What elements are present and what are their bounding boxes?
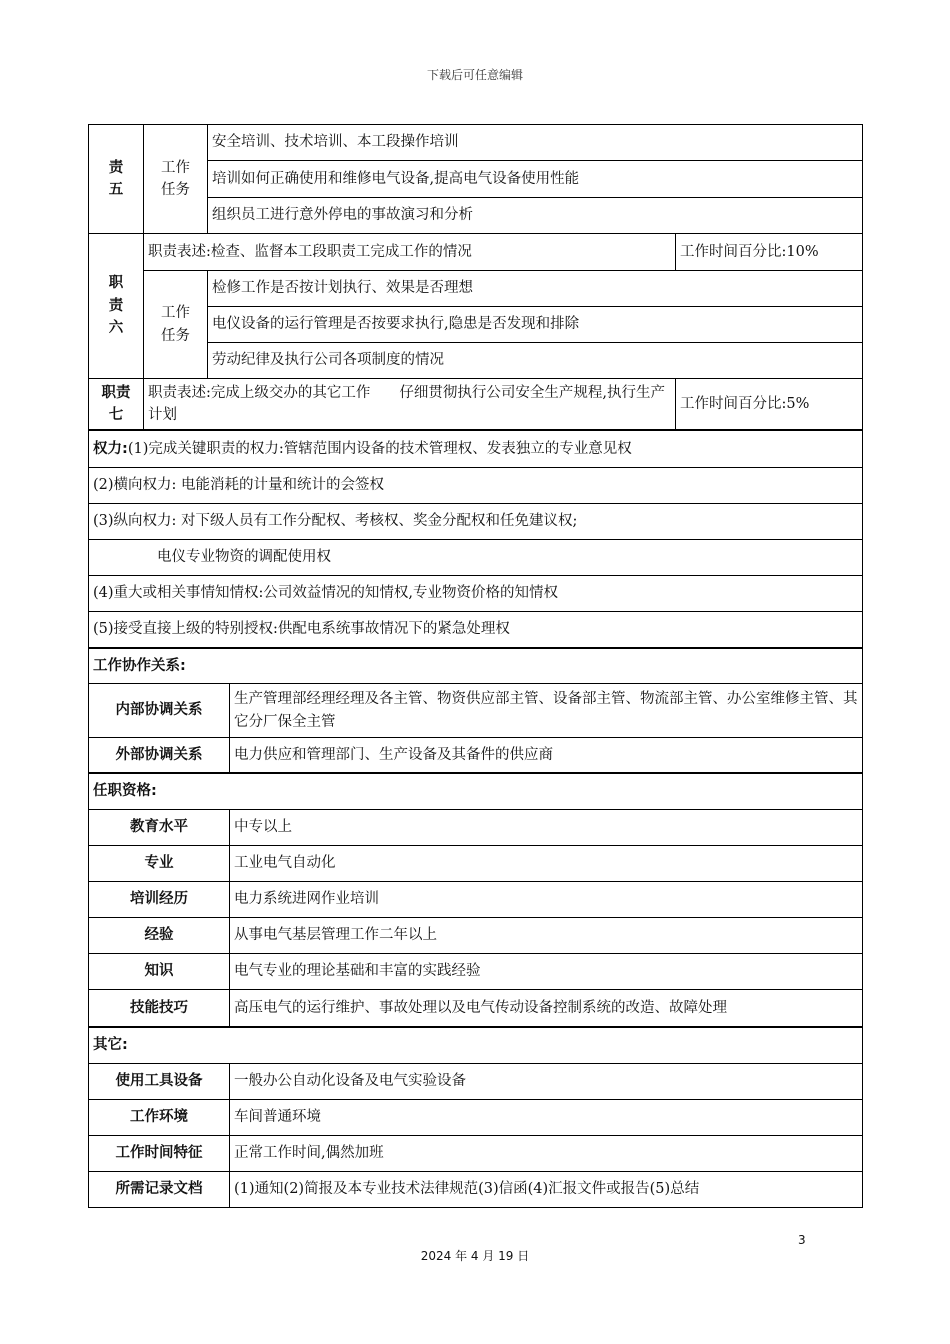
power-2: (2)横向权力: 电能消耗的计量和统计的会签权 [88,467,863,504]
duty6-task-label: 工作 任务 [143,270,208,379]
powers-title: 权力: [93,440,128,457]
duty5-label: 责 五 [88,124,144,234]
internal-label: 内部协调关系 [88,683,230,738]
other-label-worktime: 工作时间特征 [88,1135,230,1172]
page-date: 2024 年 4 月 19 日 [420,1249,530,1263]
other-value-tools: 一般办公自动化设备及电气实验设备 [229,1063,863,1100]
power-3: (3)纵向权力: 对下级人员有工作分配权、考核权、奖金分配权和任免建议权; [88,503,863,540]
duty6-percentage: 工作时间百分比:10% [675,233,863,271]
qual-value-education: 中专以上 [229,809,863,846]
duty5-task-3: 组织员工进行意外停电的事故演习和分析 [207,197,863,234]
other-value-documents: (1)通知(2)简报及本专业技术法律规范(3)信函(4)汇报文件或报告(5)总结 [229,1171,863,1208]
relations-title: 工作协作关系: [88,648,863,684]
power-1-row [88,430,863,468]
power-5: (5)接受直接上级的特别授权:供配电系统事故情况下的紧急处理权 [88,611,863,649]
qual-label-experience: 经验 [88,917,230,954]
duty7-label: 职责 七 [88,378,144,431]
duty7-percentage: 工作时间百分比:5% [675,378,863,431]
external-relations: 电力供应和管理部门、生产设备及其备件的供应商 [229,737,863,774]
internal-relations: 生产管理部经理经理及各主管、物资供应部主管、设备部主管、物流部主管、办公室维修主管、其它分厂保全主管 [229,683,863,738]
qual-value-training: 电力系统进网作业培训 [229,881,863,918]
duty6-task-2: 电仪设备的运行管理是否按要求执行,隐患是否发现和排除 [207,306,863,343]
power-1: (1)完成关键职责的权力:管辖范围内设备的技术管理权、发表独立的专业意见权 [127,440,632,457]
qual-label-skills: 技能技巧 [88,989,230,1028]
qualification-title: 任职资格: [88,773,863,810]
other-label-environment: 工作环境 [88,1099,230,1136]
other-label-documents: 所需记录文档 [88,1171,230,1208]
duty5-task-label: 工作 任务 [143,124,208,234]
qual-value-major: 工业电气自动化 [229,845,863,882]
qual-value-experience: 从事电气基层管理工作二年以上 [229,917,863,954]
page-number: 3 [798,1233,806,1247]
qual-value-skills: 高压电气的运行维护、事故处理以及电气传动设备控制系统的改造、故障处理 [229,989,863,1028]
duty7-description: 职责表述:完成上级交办的其它工作 仔细贯彻执行公司安全生产规程,执行生产计划 [143,378,676,431]
duty6-task-3: 劳动纪律及执行公司各项制度的情况 [207,342,863,379]
duty5-task-1: 安全培训、技术培训、本工段操作培训 [207,124,863,161]
page-header: 下载后可任意编辑 [426,68,523,82]
duty6-description: 职责表述:检查、监督本工段职责工完成工作的情况 [143,233,676,271]
qual-label-education: 教育水平 [88,809,230,846]
external-label: 外部协调关系 [88,737,230,774]
other-label-tools: 使用工具设备 [88,1063,230,1100]
other-title: 其它: [88,1027,863,1064]
qual-label-knowledge: 知识 [88,953,230,990]
duty6-task-1: 检修工作是否按计划执行、效果是否理想 [207,270,863,307]
other-value-environment: 车间普通环境 [229,1099,863,1136]
other-value-worktime: 正常工作时间,偶然加班 [229,1135,863,1172]
qual-label-major: 专业 [88,845,230,882]
qual-value-knowledge: 电气专业的理论基础和丰富的实践经验 [229,953,863,990]
power-3b: 电仪专业物资的调配使用权 [88,539,863,576]
duty5-task-2: 培训如何正确使用和维修电气设备,提高电气设备使用性能 [207,160,863,198]
qual-label-training: 培训经历 [88,881,230,918]
duty6-label: 职 责 六 [88,233,144,379]
power-4: (4)重大或相关事情知情权:公司效益情况的知情权,专业物资价格的知情权 [88,575,863,612]
